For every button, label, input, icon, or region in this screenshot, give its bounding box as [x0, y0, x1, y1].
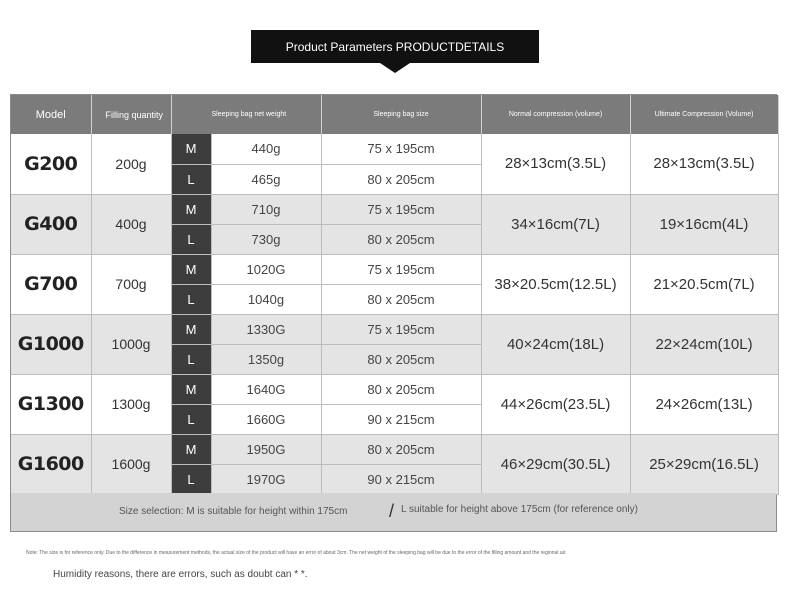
- size-l-label: L: [171, 224, 211, 254]
- size-selection-band: [11, 493, 776, 531]
- header-normal-compression: Normal compression (volume): [481, 95, 630, 134]
- header-filling: Filling quantity: [91, 95, 171, 134]
- net-weight-m: 1950G: [211, 434, 321, 464]
- header-ultimate-compression: Ultimate Compression (Volume): [630, 95, 778, 134]
- table-row: [11, 434, 778, 464]
- normal-compression: 40×24cm(18L): [481, 314, 630, 374]
- bag-size-m: 75 x 195cm: [321, 134, 481, 164]
- net-weight-m: 1330G: [211, 314, 321, 344]
- bag-size-m: 80 x 205cm: [321, 434, 481, 464]
- size-m-label: M: [171, 254, 211, 284]
- filling-quantity: 400g: [91, 194, 171, 254]
- normal-compression: 34×16cm(7L): [481, 194, 630, 254]
- normal-compression: 28×13cm(3.5L): [481, 134, 630, 194]
- size-l-label: L: [171, 344, 211, 374]
- header-row: [11, 95, 778, 134]
- filling-quantity: 1600g: [91, 434, 171, 494]
- bag-size-l: 90 x 215cm: [321, 464, 481, 494]
- filling-quantity: 1300g: [91, 374, 171, 434]
- filling-quantity: 700g: [91, 254, 171, 314]
- table-row: [11, 374, 778, 404]
- bag-size-l: 80 x 205cm: [321, 284, 481, 314]
- net-weight-l: 1660G: [211, 404, 321, 434]
- net-weight-l: 1040g: [211, 284, 321, 314]
- model-name: G1600: [11, 434, 91, 494]
- net-weight-m: 710g: [211, 194, 321, 224]
- size-m-label: M: [171, 314, 211, 344]
- size-m-label: M: [171, 134, 211, 164]
- net-weight-m: 1020G: [211, 254, 321, 284]
- size-m-label: M: [171, 434, 211, 464]
- bag-size-l: 90 x 215cm: [321, 404, 481, 434]
- table-row: [11, 254, 778, 284]
- model-name: G1300: [11, 374, 91, 434]
- spec-table: [11, 95, 779, 495]
- size-m-label: M: [171, 374, 211, 404]
- filling-quantity: 1000g: [91, 314, 171, 374]
- header-size: Sleeping bag size: [321, 95, 481, 134]
- net-weight-l: 730g: [211, 224, 321, 254]
- normal-compression: 38×20.5cm(12.5L): [481, 254, 630, 314]
- model-name: G200: [11, 134, 91, 194]
- model-name: G700: [11, 254, 91, 314]
- net-weight-l: 465g: [211, 164, 321, 194]
- ultimate-compression: 28×13cm(3.5L): [630, 134, 778, 194]
- header-model: Model: [11, 95, 91, 134]
- table-row: [11, 194, 778, 224]
- header-weight: Sleeping bag net weight: [171, 95, 321, 134]
- model-name: G1000: [11, 314, 91, 374]
- size-l-label: L: [171, 464, 211, 494]
- size-selection-separator: /: [389, 501, 395, 521]
- size-l-label: L: [171, 164, 211, 194]
- bag-size-m: 75 x 195cm: [321, 194, 481, 224]
- ultimate-compression: 24×26cm(13L): [630, 374, 778, 434]
- net-weight-m: 1640G: [211, 374, 321, 404]
- ultimate-compression: 25×29cm(16.5L): [630, 434, 778, 494]
- normal-compression: 44×26cm(23.5L): [481, 374, 630, 434]
- normal-compression: 46×29cm(30.5L): [481, 434, 630, 494]
- ultimate-compression: 21×20.5cm(7L): [630, 254, 778, 314]
- net-weight-m: 440g: [211, 134, 321, 164]
- net-weight-l: 1970G: [211, 464, 321, 494]
- filling-quantity: 200g: [91, 134, 171, 194]
- bag-size-l: 80 x 205cm: [321, 164, 481, 194]
- banner-title: Product Parameters PRODUCTDETAILS: [285, 39, 505, 54]
- bag-size-l: 80 x 205cm: [321, 344, 481, 374]
- size-l-label: L: [171, 404, 211, 434]
- reference-note: Note: The size is for reference only. Due to the difference in measurement methods, the actual size of the product will have an error of about 3cm. The net weight of the sleeping bag will be due to the error of the filling amount and the regional air.: [26, 550, 567, 556]
- banner-pointer: [380, 63, 410, 73]
- size-selection-l-text: L suitable for height above 175cm (for reference only): [401, 504, 638, 515]
- bag-size-m: 75 x 195cm: [321, 314, 481, 344]
- net-weight-l: 1350g: [211, 344, 321, 374]
- ultimate-compression: 19×16cm(4L): [630, 194, 778, 254]
- product-parameters-banner: [251, 30, 539, 63]
- size-l-label: L: [171, 284, 211, 314]
- model-name: G400: [11, 194, 91, 254]
- size-m-label: M: [171, 194, 211, 224]
- bag-size-l: 80 x 205cm: [321, 224, 481, 254]
- table-row: [11, 314, 778, 344]
- bag-size-m: 75 x 195cm: [321, 254, 481, 284]
- humidity-note: Humidity reasons, there are errors, such as doubt can * *.: [53, 569, 308, 580]
- ultimate-compression: 22×24cm(10L): [630, 314, 778, 374]
- size-selection-m-text: Size selection: M is suitable for height within 175cm: [119, 506, 348, 517]
- table-row: [11, 134, 778, 164]
- bag-size-m: 80 x 205cm: [321, 374, 481, 404]
